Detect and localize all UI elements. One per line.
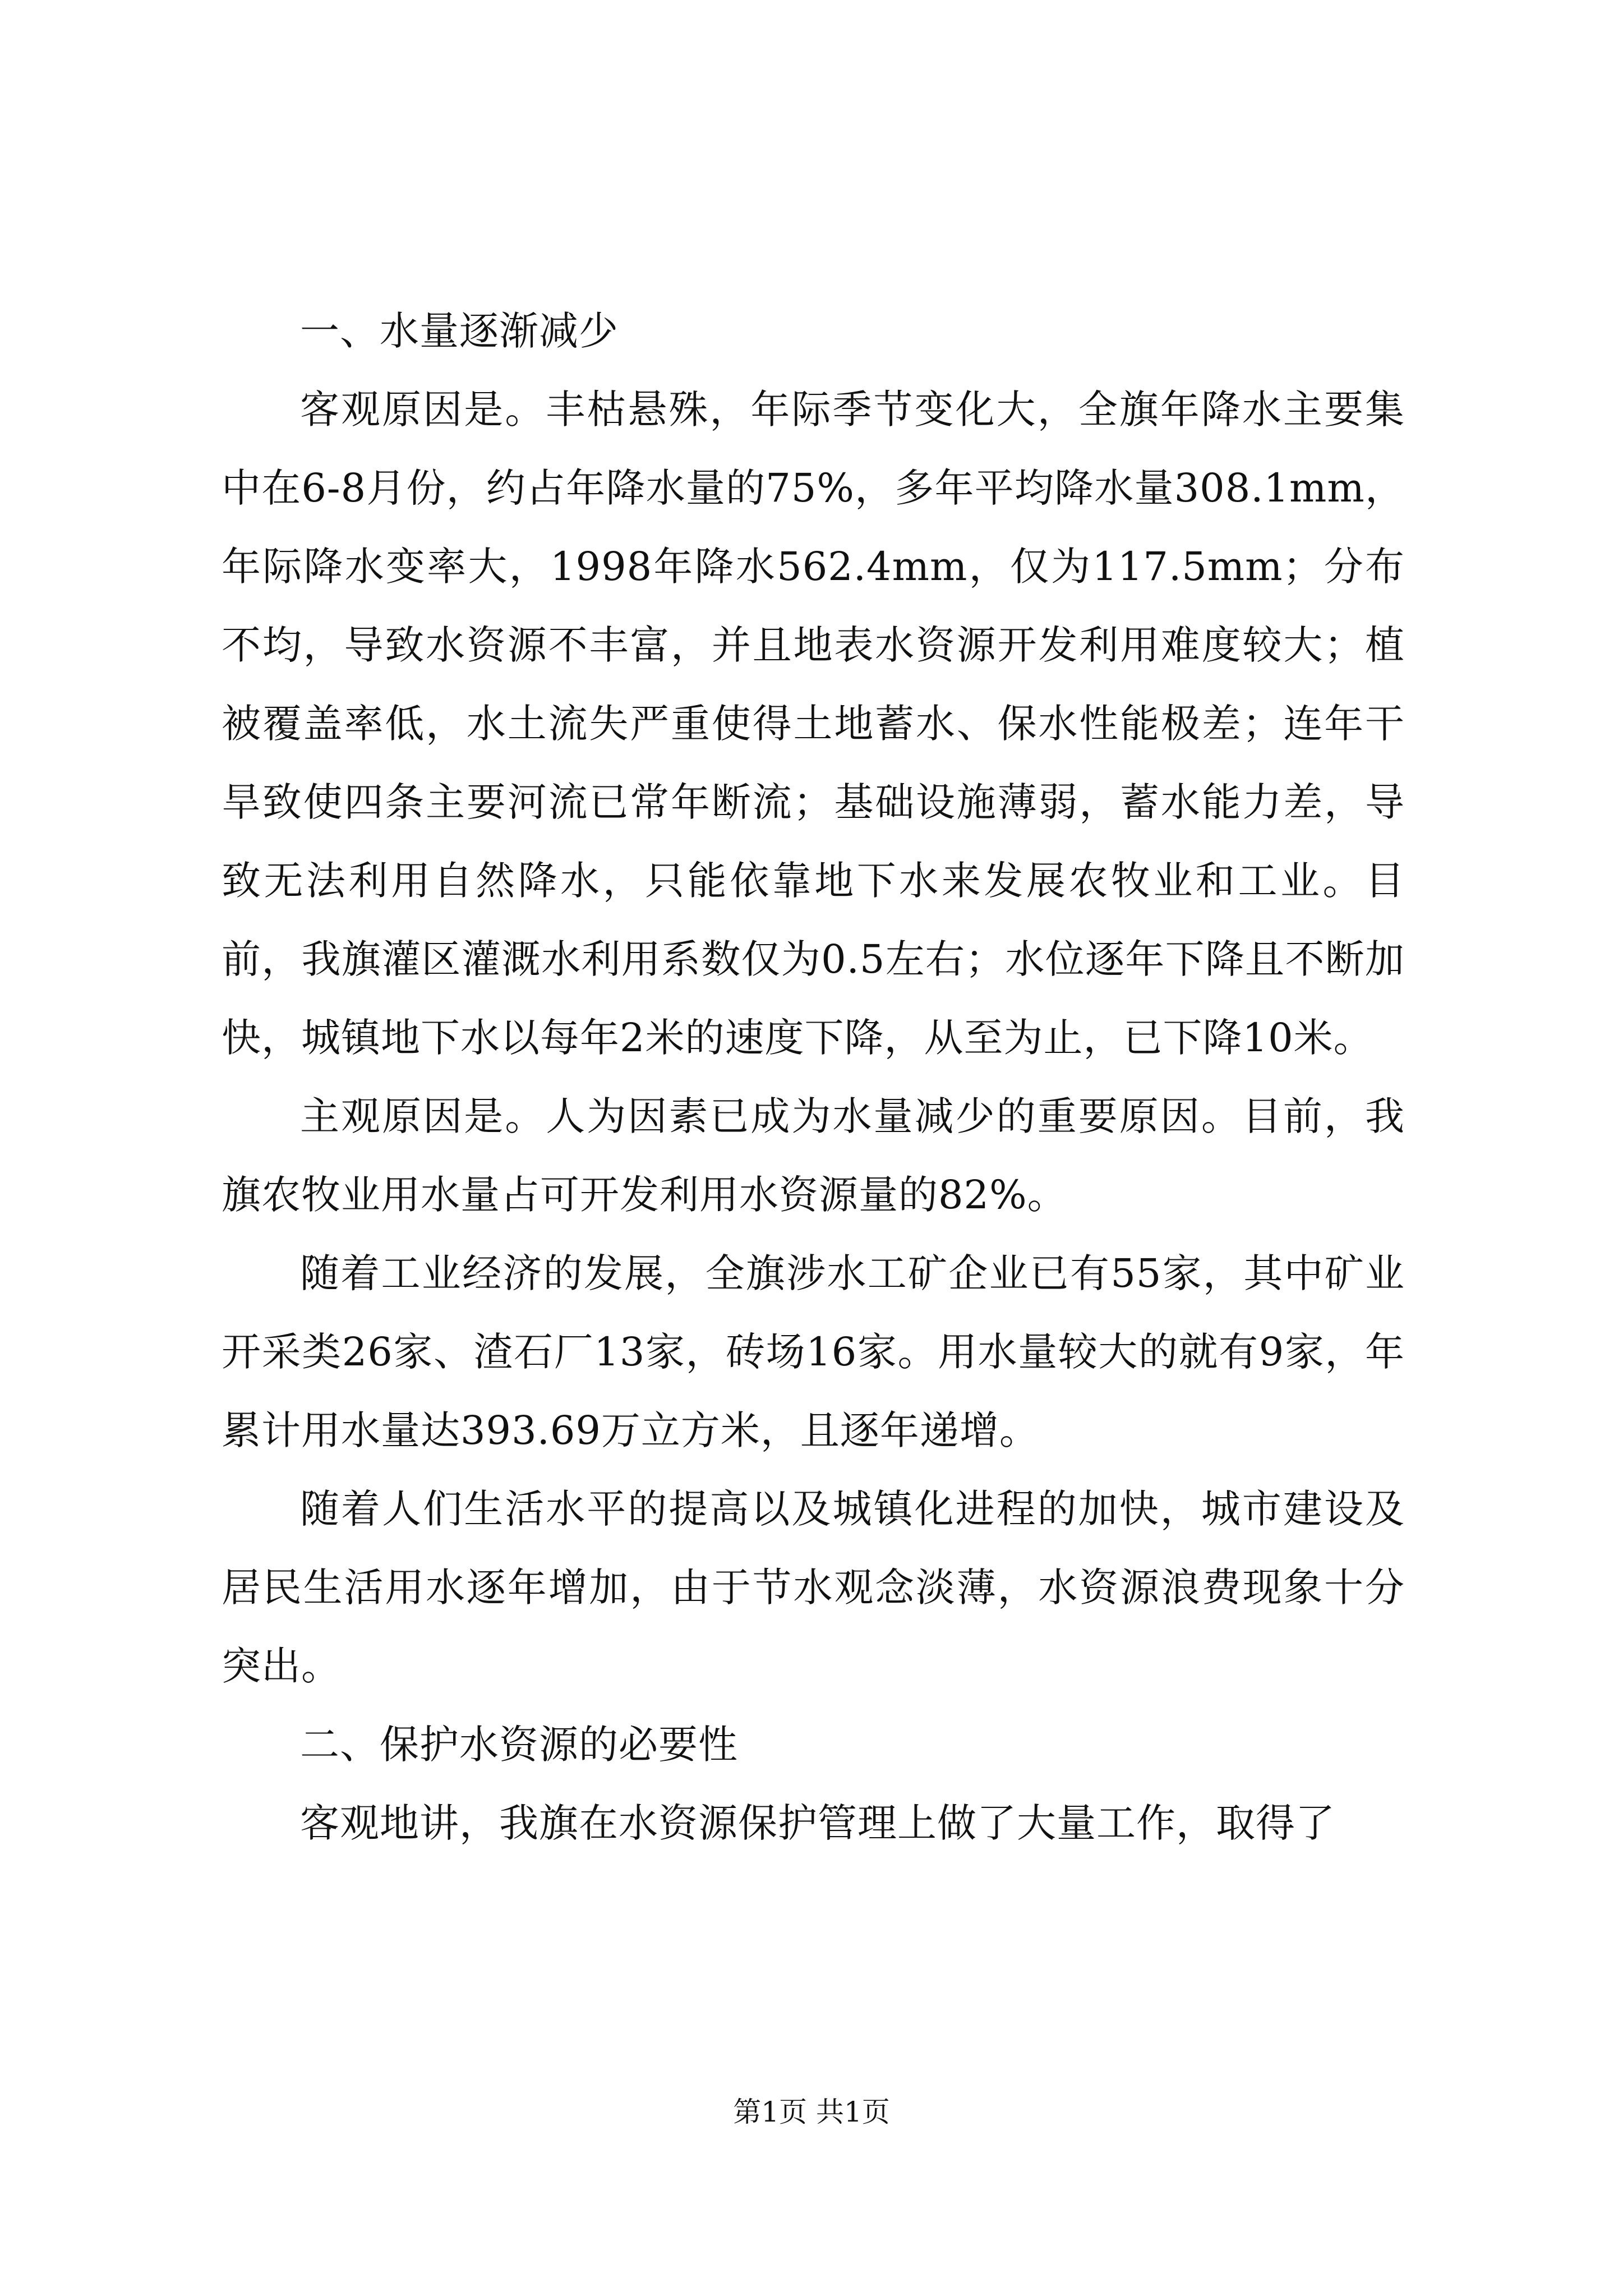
section-heading-1: 一、水量逐渐减少: [300, 308, 619, 354]
section-heading-2: 二、保护水资源的必要性: [300, 1722, 738, 1768]
document-body: [222, 292, 1405, 1862]
paragraph-protection-intro: 客观地讲，我旗在水资源保护管理上做了大量工作，取得了: [300, 1800, 1335, 1846]
paragraph-urban-water: 随着人们生活水平的提高以及城镇化进程的加快，城市建设及居民生活用水逐年增加，由于节水观念淡薄，水资源浪费现象十分突出。: [222, 1486, 1405, 1689]
page-footer: 第1页 共1页: [733, 2096, 890, 2128]
paragraph-objective-causes: 客观原因是。丰枯悬殊，年际季节变化大，全旗年降水主要集中在6-8月份，约占年降水量的75%，多年平均降水量308.1mm，年际降水变率大，1998年降水562.4mm，仅为117.5mm；分布不均，导致水资源不丰富，并且地表水资源开发利用难度较大；植被覆盖率低，水土流失严重使得土地蓄水、保水性能极差；连年干旱致使四条主要河流已常年断流；基础设施薄弱，蓄水能力差，导致无法利用自然降水，只能依靠地下水来发展农牧业和工业。目前，我旗灌区灌溉水利用系数仅为0.5左右；水位逐年下降且不断加快，城镇地下水以每年2米的速度下降，从至为止，已下降10米。: [222, 386, 1405, 1061]
paragraph-subjective-causes: 主观原因是。人为因素已成为水量减少的重要原因。目前，我旗农牧业用水量占可开发利用水资源量的82%。: [222, 1093, 1405, 1218]
paragraph-industrial-water: 随着工业经济的发展，全旗涉水工矿企业已有55家，其中矿业开采类26家、渣石厂13家，砖场16家。用水量较大的就有9家，年累计用水量达393.69万立方米，且逐年递增。: [222, 1250, 1405, 1453]
